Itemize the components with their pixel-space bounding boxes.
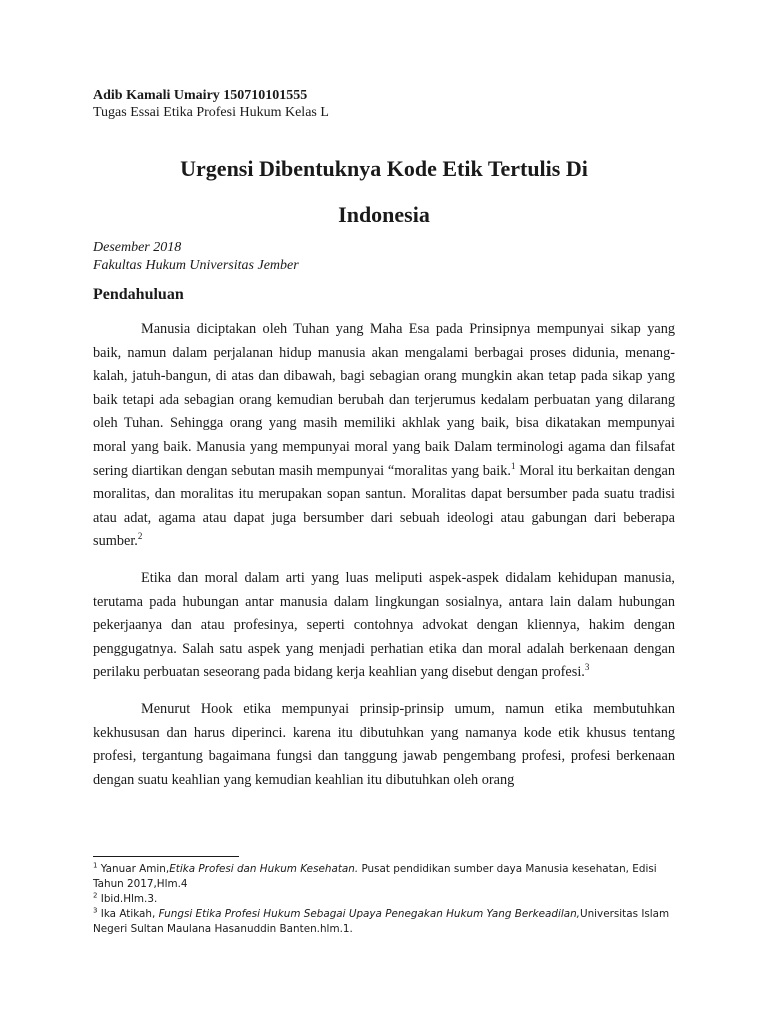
paragraph-3 — [93, 698, 675, 792]
footnote-separator — [93, 856, 239, 857]
title-line-2: Indonesia — [338, 202, 430, 227]
paragraph-2-text: Etika dan moral dalam arti yang luas meliputi aspek-aspek didalam kehidupan manusia, terutama pada hubungan antar manusia dalam lingkungan sosialnya, antara lain dalam hubungan pekerjaanya dan atau profesinya, seperti contohnya advokat dengan kliennya, hakim dengan penggugatnya. Salah satu aspek yang menjadi perhatian etika dan moral adalah berkenaan dengan perilaku perbuatan seseorang pada bidang kerja keahlian yang disebut dengan profesi. — [93, 569, 675, 681]
paragraph-2 — [93, 567, 675, 685]
footnote-number: 2 — [93, 891, 98, 900]
footnote-title: Etika Profesi dan Hukum Kesehatan. — [169, 863, 359, 875]
footnote-number: 3 — [93, 906, 98, 915]
paragraph-1 — [93, 318, 675, 554]
title-line-1: Urgensi Dibentuknya Kode Etik Tertulis Di — [180, 156, 588, 181]
footnote-ref-3[interactable]: 3 — [584, 662, 590, 673]
footnote-3 — [93, 907, 675, 937]
footnote-text: Ibid.Hlm.3. — [97, 893, 158, 905]
footnote-ref-1[interactable]: 1 — [510, 460, 516, 471]
footnote-2 — [93, 892, 675, 907]
document-title — [93, 146, 675, 238]
paragraph-1-part-b: Moral itu berkaitan dengan moralitas, dan moralitas itu merupakan sopan santun. Moralitas dapat bersumber pada suatu tradisi atau adat, agama atau dapat juga bersumber dari sebuah ideologi atau gabungan dari beberapa sumber. — [93, 462, 675, 550]
footnote-1 — [93, 862, 675, 892]
document-page — [93, 0, 675, 1024]
faculty-line: Fakultas Hukum Universitas Jember — [93, 258, 299, 273]
body-text — [93, 318, 675, 805]
paragraph-1-part-a: Manusia diciptakan oleh Tuhan yang Maha Esa pada Prinsipnya mempunyai sikap yang baik, namun dalam perjalanan hidup manusia akan mengalami berbagai proses didunia, menang-kalah, jatuh-bangun, di atas dan dibawah, bagi sebagian orang mungkin akan tetap pada sikap yang baik tetapi ada sebagian orang kemudian berubah dan terjerumus kedalam perbuatan yang dilarang oleh Tuhan. Sehingga orang yang masih memiliki akhlak yang baik, bisa dikatakan mempunyai moral yang baik. Manusia yang mempunyai moral yang baik Dalam terminologi agama dan filsafat sering diartikan dengan sebutan masih mempunyai “moralitas yang baik. — [93, 321, 675, 479]
footnotes — [93, 862, 675, 937]
footnote-author: Yanuar Amin, — [97, 863, 170, 875]
footnote-author: Ika Atikah, — [97, 908, 159, 920]
author-line: Adib Kamali Umairy 150710101555 — [93, 88, 308, 103]
paragraph-3-text: Menurut Hook etika mempunyai prinsip-prinsip umum, namun etika membutuhkan kekhususan dan harus diperinci. karena itu dibutuhkan yang namanya kode etik khusus tentang profesi, tergantung bagaimana fungsi dan tanggung jawab pengembang profesi, profesi berkenaan dengan suatu keahlian yang kemudian keahlian itu dibutuhkan oleh orang — [93, 700, 675, 788]
footnote-rest: Universitas Islam Negeri Sultan Maulana Hasanuddin Banten.hlm.1. — [93, 908, 670, 935]
footnote-rest: Pusat pendidikan sumber daya Manusia kesehatan, Edisi Tahun 2017,Hlm.4 — [93, 863, 657, 890]
section-heading: Pendahuluan — [93, 286, 184, 303]
footnote-number: 1 — [93, 861, 98, 870]
footnote-title: Fungsi Etika Profesi Hukum Sebagai Upaya Penegakan Hukum Yang Berkeadilan, — [158, 908, 580, 920]
footnote-ref-2[interactable]: 2 — [137, 531, 143, 542]
date-line: Desember 2018 — [93, 240, 182, 255]
course-line: Tugas Essai Etika Profesi Hukum Kelas L — [93, 105, 329, 120]
